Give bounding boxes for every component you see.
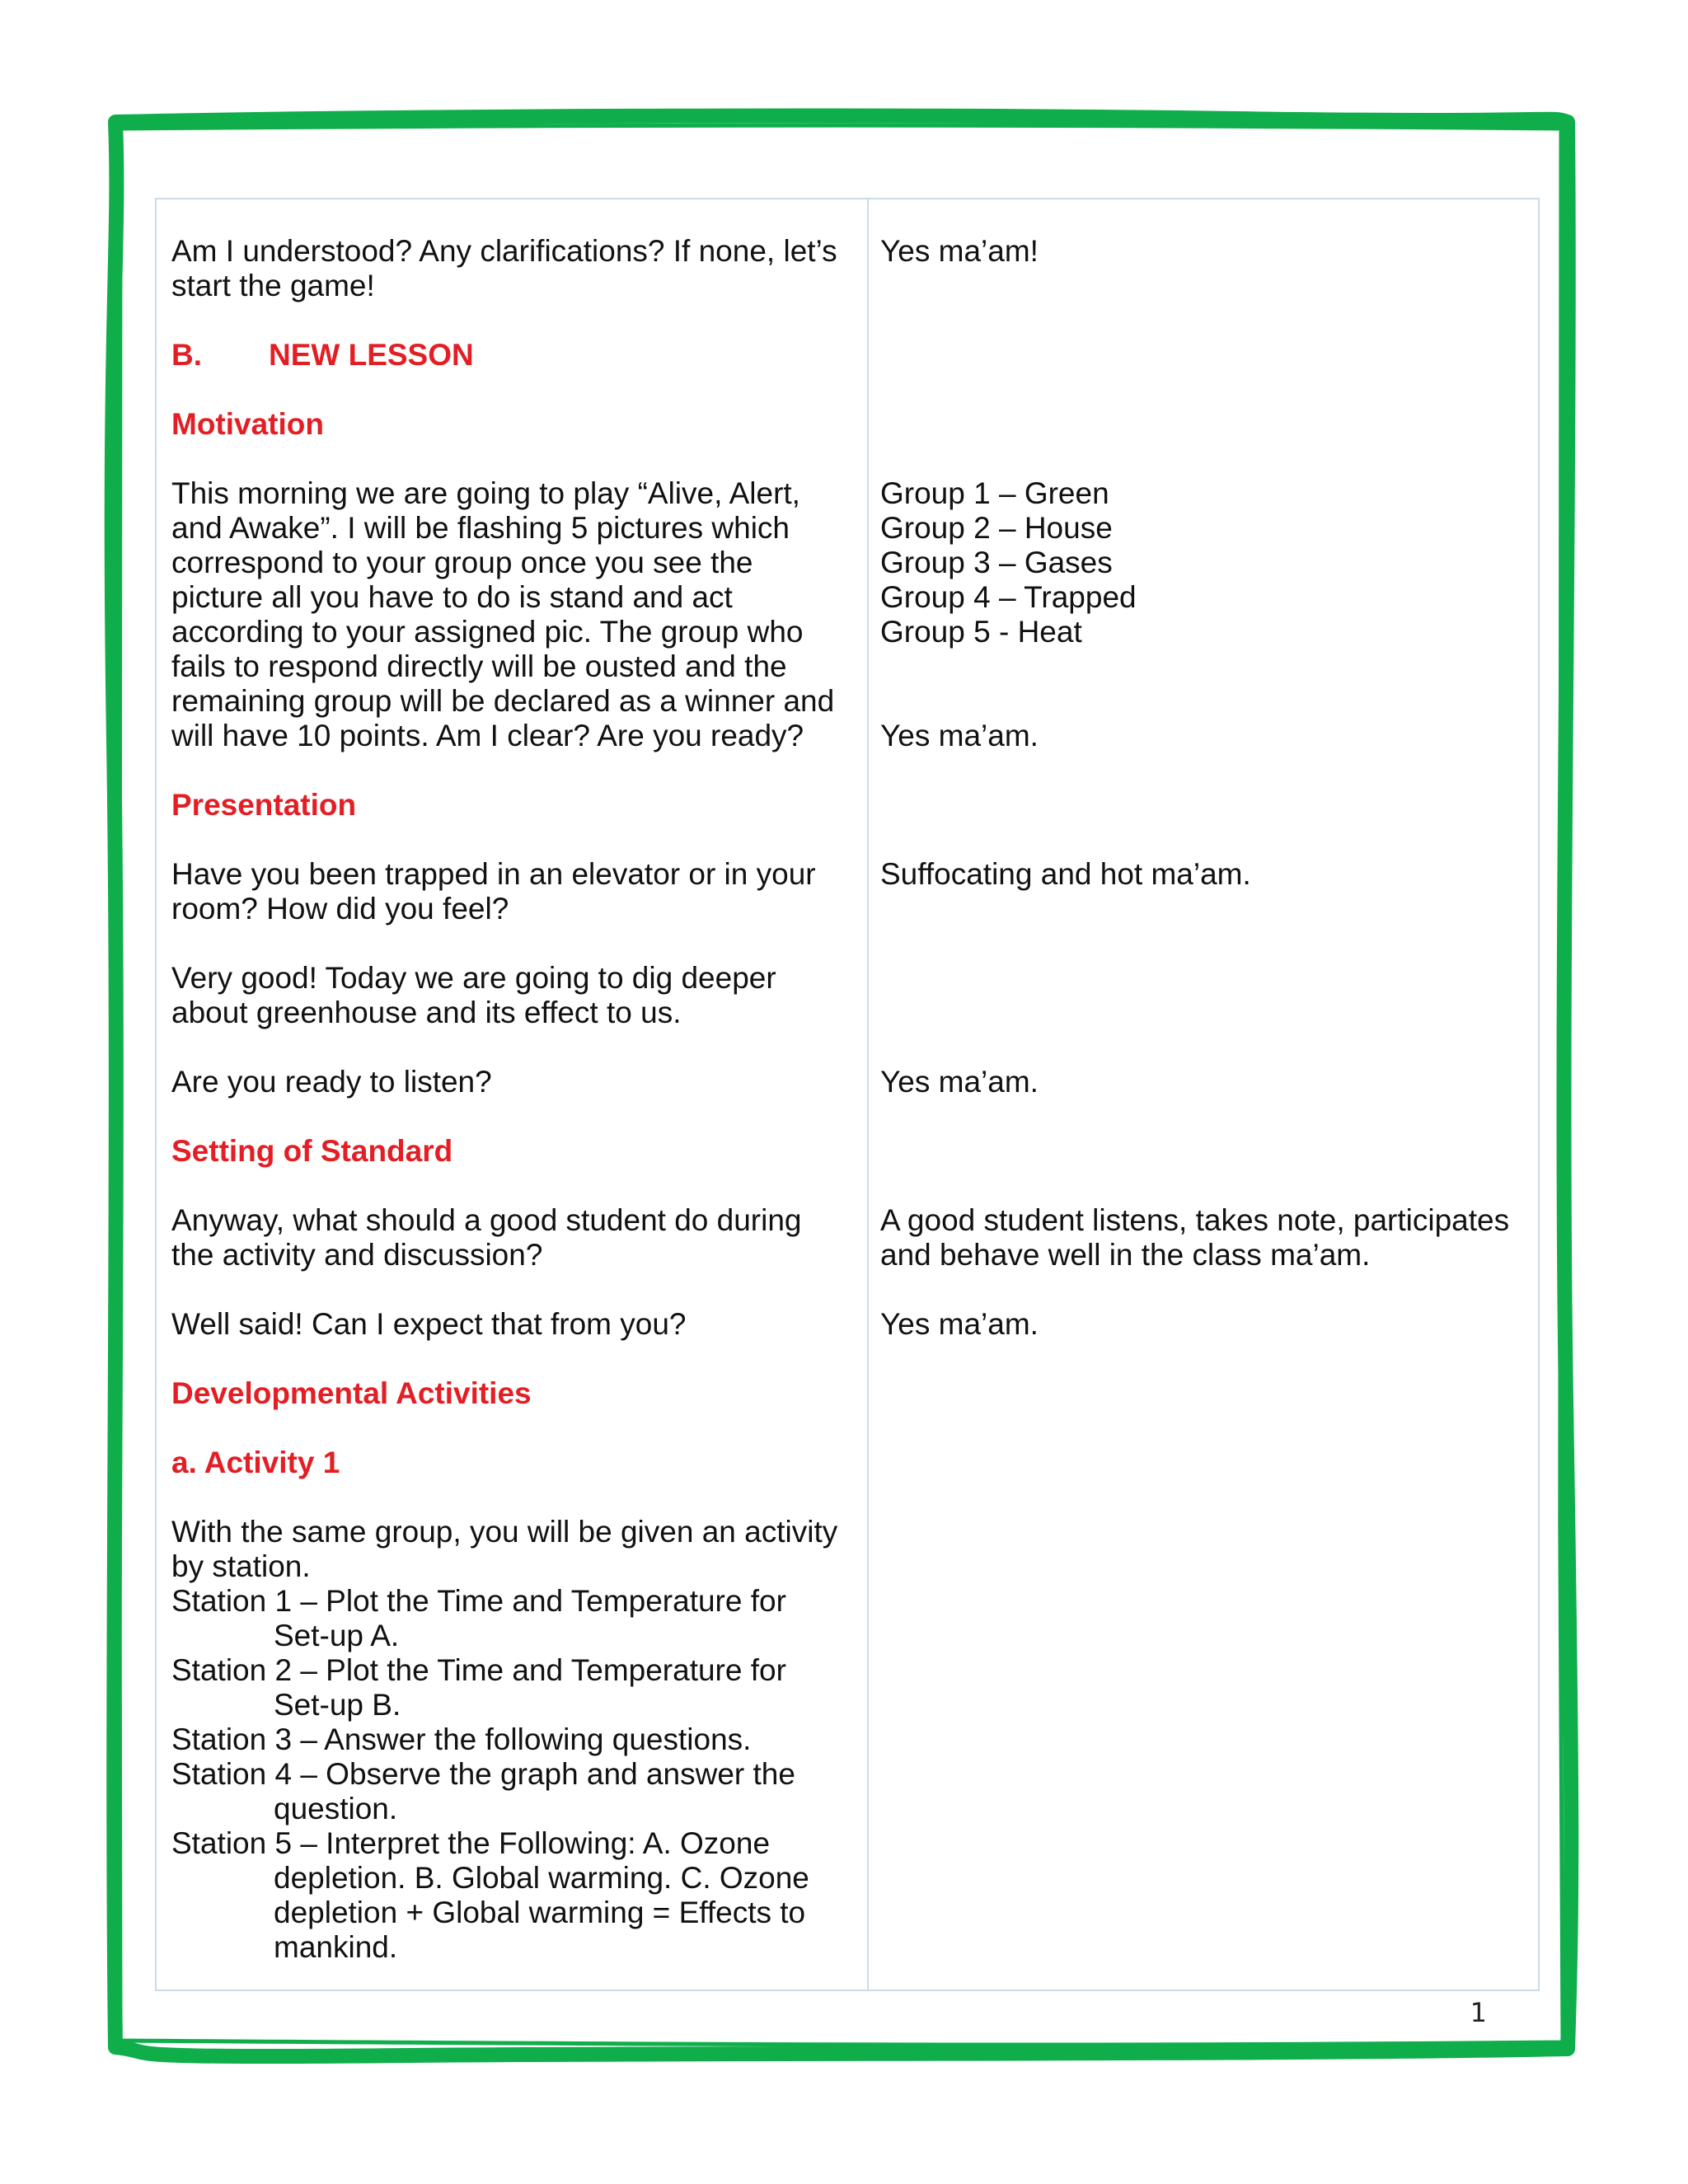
group-1: Group 1 – Green: [880, 476, 1109, 510]
group-5: Group 5 - Heat: [880, 615, 1082, 649]
response-6: Yes ma’am.: [880, 1307, 1039, 1341]
section-b-letter: B.: [171, 338, 202, 372]
activity-intro-line-1: With the same group, you will be given an activity: [171, 1515, 838, 1549]
motivation-heading: Motivation: [171, 407, 324, 441]
response-1: Yes ma’am!: [880, 234, 1039, 268]
standard-q1-line-1: Anyway, what should a good student do during: [171, 1203, 802, 1237]
motivation-line-4: picture all you have to do is stand and act: [171, 580, 733, 614]
station-1-cont: Set-up A.: [274, 1619, 400, 1652]
motivation-line-8: will have 10 points. Am I clear? Are you ready?: [171, 719, 804, 752]
station-4-cont: question.: [274, 1792, 398, 1825]
motivation-line-5: according to your assigned pic. The group who: [171, 615, 804, 649]
intro-line-1: Am I understood? Any clarifications? If none, let’s: [171, 234, 837, 268]
station-5-cont-1: depletion. B. Global warming. C. Ozone: [274, 1861, 809, 1895]
group-2: Group 2 – House: [880, 511, 1113, 545]
station-1: Station 1 – Plot the Time and Temperature for: [171, 1584, 786, 1618]
response-3: Suffocating and hot ma’am.: [880, 857, 1251, 891]
response-5-line-2: and behave well in the class ma’am.: [880, 1238, 1371, 1272]
presentation-q1-line-2: room? How did you feel?: [171, 892, 509, 926]
column-divider: [867, 198, 869, 1991]
standard-q2: Well said! Can I expect that from you?: [171, 1307, 687, 1341]
response-4: Yes ma’am.: [880, 1065, 1039, 1099]
presentation-q1-line-1: Have you been trapped in an elevator or in your: [171, 857, 816, 891]
presentation-q3: Are you ready to listen?: [171, 1065, 492, 1099]
presentation-heading: Presentation: [171, 788, 357, 822]
motivation-line-7: remaining group will be declared as a winner and: [171, 684, 835, 718]
station-3: Station 3 – Answer the following questions.: [171, 1722, 752, 1756]
response-2: Yes ma’am.: [880, 719, 1039, 752]
developmental-heading: Developmental Activities: [171, 1376, 532, 1410]
response-5-line-1: A good student listens, takes note, participates: [880, 1203, 1510, 1237]
motivation-line-3: correspond to your group once you see the: [171, 546, 753, 579]
activity-1-heading: a. Activity 1: [171, 1446, 340, 1479]
group-4: Group 4 – Trapped: [880, 580, 1137, 614]
station-5-cont-2: depletion + Global warming = Effects to: [274, 1896, 806, 1929]
page-number: 1: [1470, 1997, 1487, 2028]
standard-q1-line-2: the activity and discussion?: [171, 1238, 543, 1272]
station-5-cont-3: mankind.: [274, 1930, 398, 1964]
station-5: Station 5 – Interpret the Following: A. Ozone: [171, 1826, 771, 1860]
standard-heading: Setting of Standard: [171, 1134, 453, 1168]
motivation-line-2: and Awake”. I will be flashing 5 pictures which: [171, 511, 790, 545]
section-b-title: NEW LESSON: [269, 338, 474, 372]
motivation-line-6: fails to respond directly will be ousted and the: [171, 649, 787, 683]
presentation-q2-line-2: about greenhouse and its effect to us.: [171, 996, 682, 1029]
presentation-q2-line-1: Very good! Today we are going to dig deeper: [171, 961, 776, 995]
station-2-cont: Set-up B.: [274, 1688, 401, 1722]
intro-line-2: start the game!: [171, 269, 375, 302]
station-4: Station 4 – Observe the graph and answer the: [171, 1757, 795, 1791]
motivation-line-1: This morning we are going to play “Alive, Alert,: [171, 476, 800, 510]
activity-intro-line-2: by station.: [171, 1549, 311, 1583]
station-2: Station 2 – Plot the Time and Temperature for: [171, 1653, 786, 1687]
group-3: Group 3 – Gases: [880, 546, 1113, 579]
